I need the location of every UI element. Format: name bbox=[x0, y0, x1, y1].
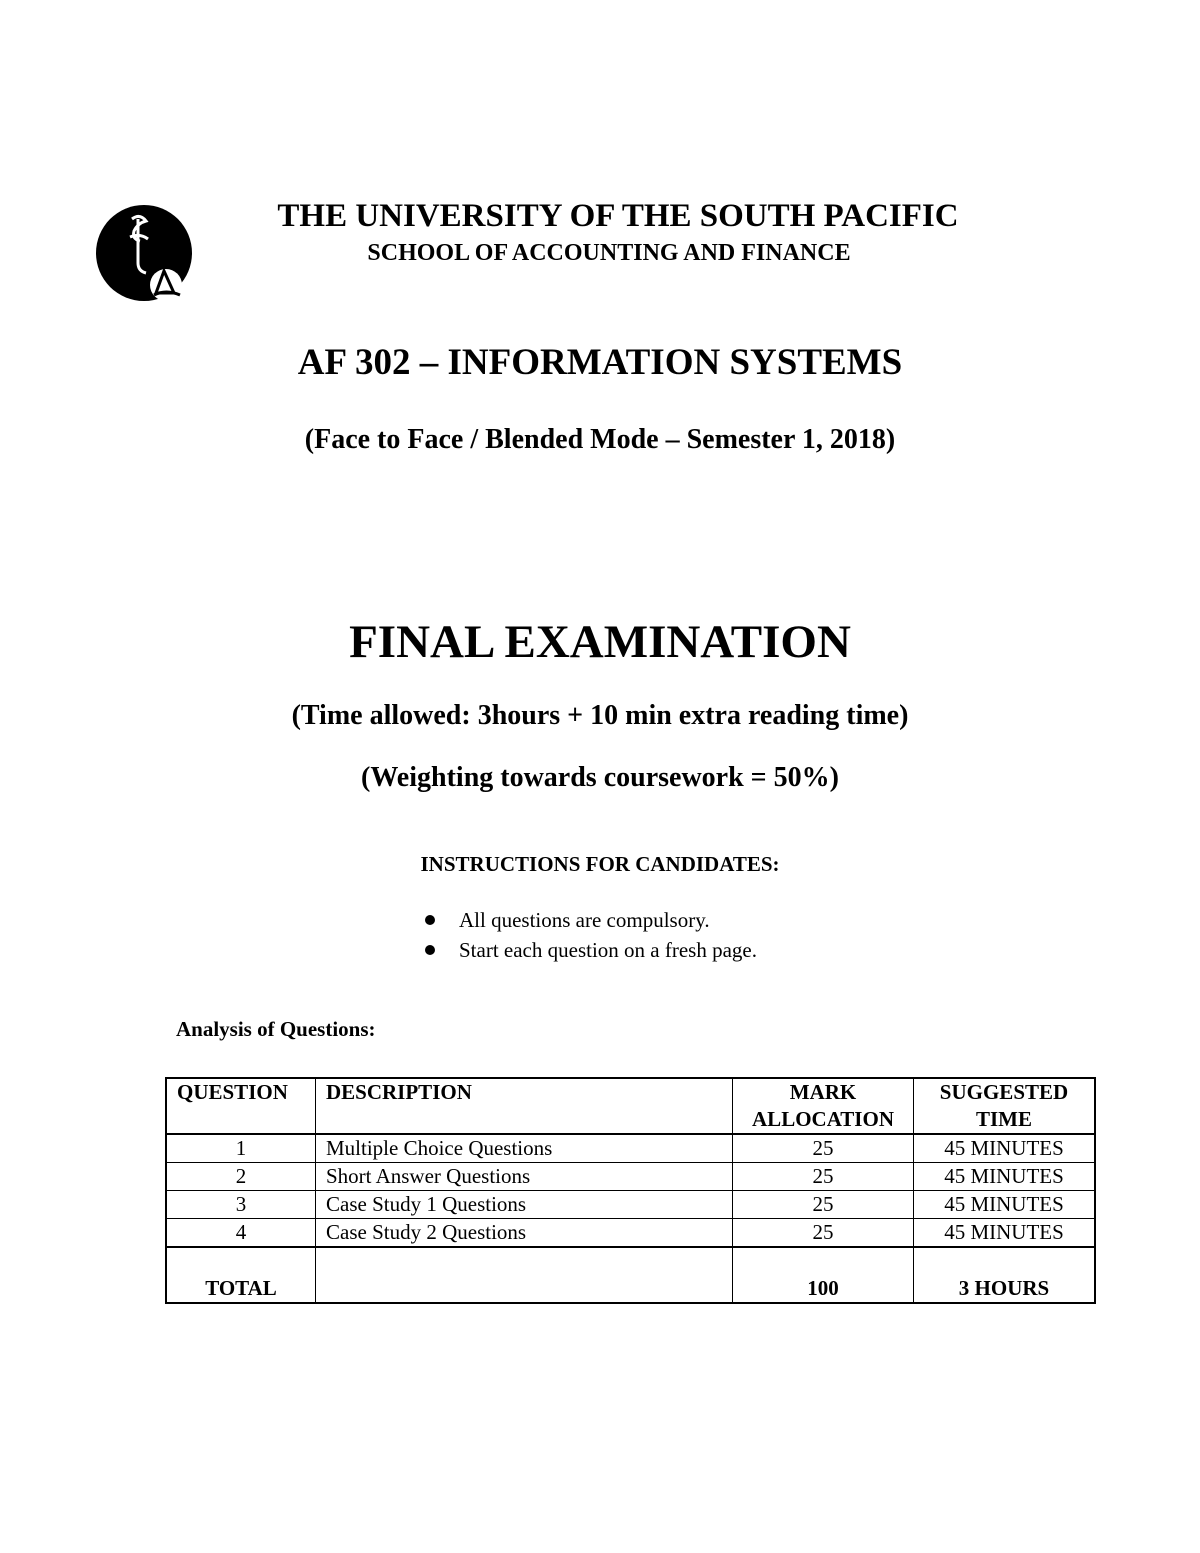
cell-description: Case Study 1 Questions bbox=[316, 1191, 733, 1219]
analysis-heading: Analysis of Questions: bbox=[176, 1017, 376, 1041]
cell-time: 45 MINUTES bbox=[914, 1191, 1096, 1219]
instructions-list bbox=[422, 905, 757, 965]
cell-marks: 25 bbox=[733, 1219, 914, 1248]
university-name: THE UNIVERSITY OF THE SOUTH PACIFIC bbox=[277, 198, 959, 234]
course-mode: (Face to Face / Blended Mode – Semester 1, 2018) bbox=[304, 424, 896, 455]
cell-time: 45 MINUTES bbox=[914, 1163, 1096, 1191]
table-row bbox=[166, 1134, 1095, 1163]
cell-marks: 25 bbox=[733, 1134, 914, 1163]
cell-description: Case Study 2 Questions bbox=[316, 1219, 733, 1248]
table-row bbox=[166, 1191, 1095, 1219]
cell-marks: 25 bbox=[733, 1163, 914, 1191]
cell-question: 1 bbox=[166, 1134, 316, 1163]
total-marks: 100 bbox=[733, 1247, 914, 1303]
cell-time: 45 MINUTES bbox=[914, 1134, 1096, 1163]
list-item: All questions are compulsory. bbox=[422, 905, 757, 935]
question-analysis-table bbox=[165, 1077, 1096, 1304]
time-allowed: (Time allowed: 3hours + 10 min extra reading time) bbox=[291, 700, 909, 731]
table-row bbox=[166, 1163, 1095, 1191]
instructions-heading: INSTRUCTIONS FOR CANDIDATES: bbox=[420, 852, 780, 876]
cell-description: Multiple Choice Questions bbox=[316, 1134, 733, 1163]
cell-question: 3 bbox=[166, 1191, 316, 1219]
column-header-time: SUGGESTED TIME bbox=[914, 1078, 1096, 1134]
bullet-icon bbox=[425, 915, 435, 925]
cell-time: 45 MINUTES bbox=[914, 1219, 1096, 1248]
bullet-icon bbox=[425, 945, 435, 955]
column-header-description: DESCRIPTION bbox=[316, 1078, 733, 1134]
column-header-question: QUESTION bbox=[166, 1078, 316, 1134]
course-title: AF 302 – INFORMATION SYSTEMS bbox=[297, 342, 903, 383]
school-name: SCHOOL OF ACCOUNTING AND FINANCE bbox=[367, 240, 851, 266]
total-label: TOTAL bbox=[166, 1247, 316, 1303]
table-row bbox=[166, 1219, 1095, 1248]
table-header-row bbox=[166, 1078, 1095, 1134]
column-header-marks: MARK ALLOCATION bbox=[733, 1078, 914, 1134]
total-time: 3 HOURS bbox=[914, 1247, 1096, 1303]
exam-title: FINAL EXAMINATION bbox=[349, 616, 851, 668]
list-item: Start each question on a fresh page. bbox=[422, 935, 757, 965]
cell-question: 4 bbox=[166, 1219, 316, 1248]
cell-description: Short Answer Questions bbox=[316, 1163, 733, 1191]
cell-marks: 25 bbox=[733, 1191, 914, 1219]
total-row bbox=[166, 1247, 1095, 1303]
cell-question: 2 bbox=[166, 1163, 316, 1191]
weighting: (Weighting towards coursework = 50%) bbox=[361, 762, 839, 793]
total-description bbox=[316, 1247, 733, 1303]
